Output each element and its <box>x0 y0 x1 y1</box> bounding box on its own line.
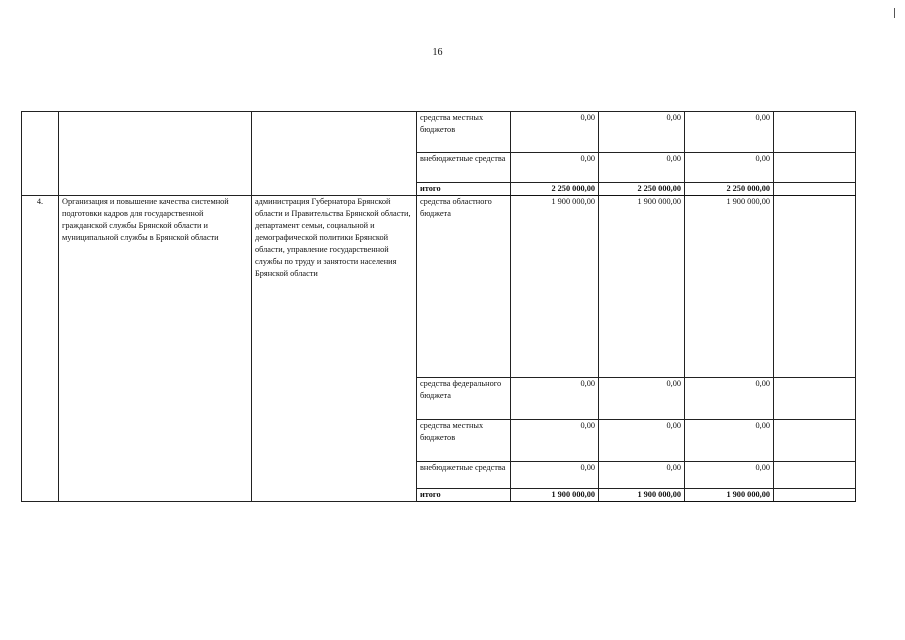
empty-cell <box>774 378 856 420</box>
item-executor: администрация Губернатора Брянской области и Правительства Брянской области, департамент семьи, социальной и демографической политики Брянской области, управление государственной службы по труду и занятости населения Брянской области <box>252 196 417 502</box>
empty-cell <box>774 420 856 462</box>
value-cell: 1 900 000,00 <box>511 196 599 378</box>
value-cell: 0,00 <box>511 462 599 489</box>
empty-cell <box>774 112 856 153</box>
value-cell: 0,00 <box>511 378 599 420</box>
total-value: 1 900 000,00 <box>599 489 685 502</box>
total-label: итого <box>417 489 511 502</box>
total-value: 2 250 000,00 <box>685 183 774 196</box>
table-row <box>22 112 856 153</box>
value-cell: 0,00 <box>599 462 685 489</box>
funding-source: средства федерального бюджета <box>417 378 511 420</box>
funding-source: средства местных бюджетов <box>417 112 511 153</box>
value-cell: 0,00 <box>599 112 685 153</box>
total-value: 1 900 000,00 <box>685 489 774 502</box>
funding-source: средства местных бюджетов <box>417 420 511 462</box>
edge-mark <box>894 8 895 18</box>
item-number: 4. <box>22 196 59 502</box>
table-row <box>22 196 856 378</box>
value-cell: 0,00 <box>511 153 599 183</box>
executor-cell-empty <box>252 112 417 196</box>
empty-cell <box>774 183 856 196</box>
value-cell: 1 900 000,00 <box>599 196 685 378</box>
value-cell: 0,00 <box>685 112 774 153</box>
value-cell: 1 900 000,00 <box>685 196 774 378</box>
funding-source: внебюджетные средства <box>417 462 511 489</box>
empty-cell <box>774 153 856 183</box>
value-cell: 0,00 <box>685 378 774 420</box>
funding-source: средства областного бюджета <box>417 196 511 378</box>
value-cell: 0,00 <box>685 153 774 183</box>
value-cell: 0,00 <box>599 378 685 420</box>
value-cell: 0,00 <box>511 420 599 462</box>
total-value: 2 250 000,00 <box>511 183 599 196</box>
value-cell: 0,00 <box>599 153 685 183</box>
number-cell-empty <box>22 112 59 196</box>
value-cell: 0,00 <box>511 112 599 153</box>
value-cell: 0,00 <box>685 420 774 462</box>
page-number: 16 <box>432 47 443 58</box>
empty-cell <box>774 196 856 378</box>
budget-table <box>21 111 856 502</box>
empty-cell <box>774 489 856 502</box>
empty-cell <box>774 462 856 489</box>
total-value: 2 250 000,00 <box>599 183 685 196</box>
total-value: 1 900 000,00 <box>511 489 599 502</box>
name-cell-empty <box>59 112 252 196</box>
value-cell: 0,00 <box>599 420 685 462</box>
funding-source: внебюджетные средства <box>417 153 511 183</box>
total-label: итого <box>417 183 511 196</box>
value-cell: 0,00 <box>685 462 774 489</box>
item-name: Организация и повышение качества системной подготовки кадров для государственной гражданской службы Брянской области и муниципальной службы в Брянской области <box>59 196 252 502</box>
